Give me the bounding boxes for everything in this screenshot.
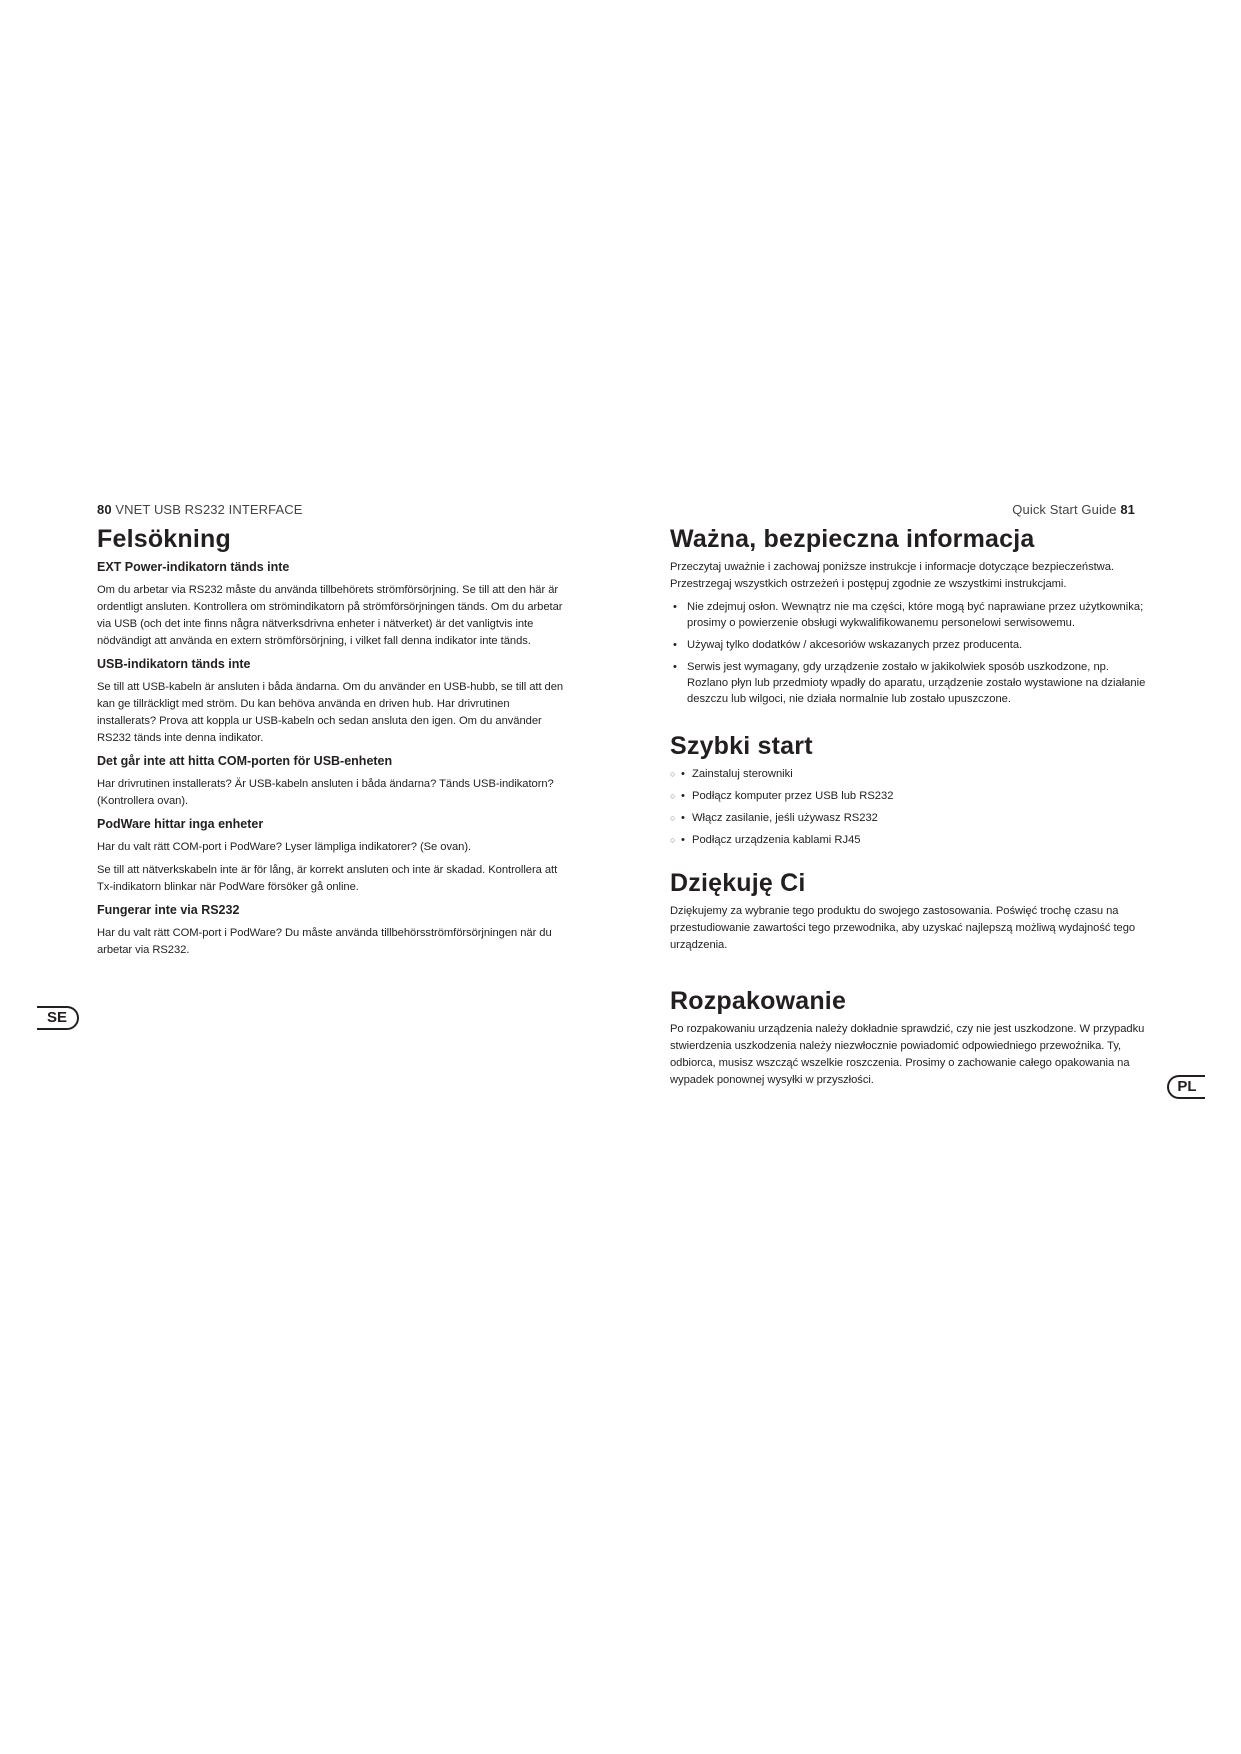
- bullet-icon: •: [673, 639, 677, 651]
- list-item-text: Zainstaluj sterowniki: [692, 768, 793, 780]
- section-paragraph: Om du arbetar via RS232 måste du använda tillbehörets strömförsörjning. Se till att den här är ordentligt ansluten. Kontrollera om strömindikatorn på strömförsörjningen tänds. Om du arbetar via USB (och det inte finns några nätverksdrivna enheter i nätverket) är det vanligtvis inte nödvändigt att använda en extern strömförsörjning, i vilket fall denna indikator inte tänds.: [97, 584, 563, 647]
- left-page-title: VNET USB RS232 INTERFACE: [115, 502, 303, 517]
- checkbox-icon: ○: [670, 835, 676, 845]
- list-item-text: Podłącz urządzenia kablami RJ45: [692, 834, 861, 846]
- list-item-text: Podłącz komputer przez USB lub RS232: [692, 790, 894, 802]
- right-page-number: 81: [1120, 502, 1135, 517]
- list-item-text: Włącz zasilanie, jeśli używasz RS232: [692, 812, 878, 824]
- section-title: PodWare hittar inga enheter: [97, 817, 264, 831]
- list-item-text: Używaj tylko dodatków / akcesoriów wskazanych przez producenta.: [687, 639, 1023, 651]
- right-page-title: Quick Start Guide: [1012, 502, 1117, 517]
- list-item: [670, 766, 1150, 782]
- left-page-header: [97, 502, 303, 517]
- checkbox-icon: ○: [670, 791, 676, 801]
- language-tab-se: SE: [37, 1006, 79, 1030]
- section-title: USB-indikatorn tänds inte: [97, 657, 251, 671]
- safety-intro: Przeczytaj uważnie i zachowaj poniższe instrukcje i informacje dotyczące bezpieczeństwa. Przestrzegaj wszystkich ostrzeżeń i postępuj zgodnie ze wszystkimi instrukcjami.: [670, 561, 1114, 590]
- list-item: [670, 788, 1150, 804]
- thanks-text: Dziękujemy za wybranie tego produktu do swojego zastosowania. Poświęć trochę czasu na przestudiowanie zawartości tego przewodnika, aby uzyskać najlepszą możliwą wydajność tego urządzenia.: [670, 905, 1136, 951]
- quick-start-steps: [670, 766, 1150, 848]
- bullet-icon: •: [681, 768, 685, 780]
- section-title: Fungerar inte via RS232: [97, 903, 240, 917]
- list-item: [670, 832, 1150, 848]
- quick-start-heading: Szybki start: [670, 732, 813, 760]
- troubleshooting-section: [97, 524, 567, 965]
- bullet-icon: •: [681, 812, 685, 824]
- language-tab-pl: PL: [1167, 1075, 1205, 1099]
- checkbox-icon: ○: [670, 769, 676, 779]
- bullet-icon: •: [681, 834, 685, 846]
- unpacking-text: Po rozpakowaniu urządzenia należy dokładnie sprawdzić, czy nie jest uszkodzone. W przypadku stwierdzenia uszkodzenia należy niezwłocznie powiadomić odpowiedniego przewoźnika. Ty, odbiorca, musisz wszcząć wszelkie roszczenia. Prosimy o zachowanie całego opakowania na wypadek ponownej wysyłki w przyszłości.: [670, 1023, 1145, 1086]
- right-page-header: [1012, 502, 1135, 517]
- section-paragraph: Har du valt rätt COM-port i PodWare? Du måste använda tillbehörsströmförsörjningen när du arbetar via RS232.: [97, 927, 552, 956]
- troubleshooting-heading: Felsökning: [97, 525, 231, 553]
- bullet-icon: •: [673, 661, 677, 673]
- section-paragraph: Se till att USB-kabeln är ansluten i båda ändarna. Om du använder en USB-hubb, se till att den kan ge tillräckligt med ström. Du kan behöva använda en driven hub. Har drivrutinen installerats? Prova att koppla ur USB-kabeln och sedan ansluta den igen. Om du använder RS232 tänds inte denna indikator.: [97, 681, 564, 744]
- section-paragraph: Se till att nätverkskabeln inte är för lång, är korrekt ansluten och inte är skadad. Kontrollera att Tx-indikatorn blinkar när PodWare försöker gå online.: [97, 864, 558, 893]
- list-item: [670, 810, 1150, 826]
- section-title: EXT Power-indikatorn tänds inte: [97, 560, 290, 574]
- section-paragraph: Har du valt rätt COM-port i PodWare? Lyser lämpliga indikatorer? (Se ovan).: [97, 841, 472, 853]
- list-item-text: Nie zdejmuj osłon. Wewnątrz nie ma części, które mogą być naprawiane przez użytkownika; prosimy o powierzenie obsługi wykwalifikowanemu personelowi serwisowemu.: [687, 601, 1144, 629]
- list-item-text: Serwis jest wymagany, gdy urządzenie zostało w jakikolwiek sposób uszkodzone, np. Rozlano płyn lub przedmioty wpadły do aparatu, urządzenie zostało wystawione na działanie deszczu lub wilgoci, nie działa normalnie lub zostało upuszczone.: [687, 661, 1146, 705]
- checkbox-icon: ○: [670, 813, 676, 823]
- bullet-icon: •: [681, 790, 685, 802]
- safety-heading: Ważna, bezpieczna informacja: [670, 525, 1035, 553]
- list-item: [670, 637, 1150, 653]
- safety-list: [670, 599, 1150, 707]
- section-title: Det går inte att hitta COM-porten för USB-enheten: [97, 754, 393, 768]
- section-paragraph: Har drivrutinen installerats? Är USB-kabeln ansluten i båda ändarna? Tänds USB-indikatorn? (Kontrollera ovan).: [97, 778, 554, 807]
- bullet-icon: •: [673, 601, 677, 613]
- thanks-heading: Dziękuję Ci: [670, 869, 806, 897]
- list-item: [670, 599, 1150, 631]
- left-page-number: 80: [97, 502, 112, 517]
- list-item: [670, 659, 1150, 707]
- quick-start-guide-column: [670, 524, 1150, 1095]
- unpacking-heading: Rozpakowanie: [670, 987, 847, 1015]
